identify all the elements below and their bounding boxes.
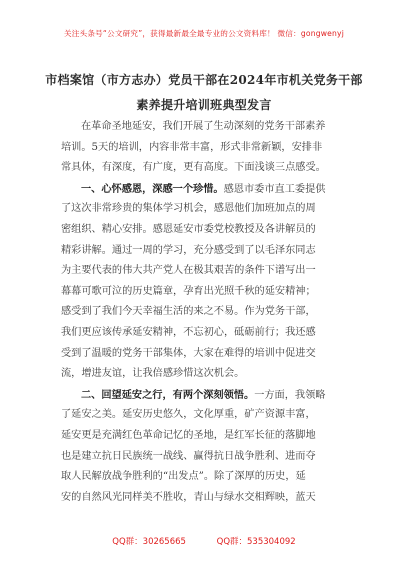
body-line: 流，增进友谊，让我倍感珍惜这次机会。 <box>61 368 245 380</box>
promo-banner: 关注头条号“公文研究”，获得最新最全最专业的公文资料库！ 微信：gongwenyj <box>63 29 345 38</box>
body-line: 安的自然风光同样美不胜收，青山与绿水交相辉映，蓝天 <box>61 491 316 503</box>
body-line: 幕幕可歌可泣的历史篇章，孕育出光照千秋的延安精神； <box>61 285 316 297</box>
body-line: 受到了温暖的党务干部集体，大家在难得的培训中促进交 <box>61 347 316 359</box>
document-body <box>61 117 348 508</box>
body-line: 了延安之美。延安历史悠久，文化厚重，矿产资源丰富， <box>61 409 316 421</box>
body-line: 培训。5天的培训，内容非常丰富，形式非常新颖，安排非 <box>61 141 323 153</box>
body-line: 延安更是充满红色革命记忆的圣地，是红军长征的落脚地 <box>61 429 316 441</box>
body-line: 我们更应该传承延安精神，不忘初心，砥砺前行；我还感 <box>61 326 316 338</box>
body-text-run: 感恩市委市直工委提供 <box>223 183 326 195</box>
title-line-2: 素养提升培训班典型发言 <box>136 98 272 112</box>
body-line: 在革命圣地延安，我们开展了生动深刻的党务干部素养 <box>81 121 326 132</box>
section-heading-2: 二、回望延安之行，有两个深刻领悟。 <box>81 388 255 401</box>
body-line <box>61 385 348 406</box>
body-line: 了这次非常珍贵的集体学习机会，感恩他们加班加点的周 <box>61 203 316 215</box>
title-line-1: 市档案馆（市方志办）党员干部在2024年市机关党务干部 <box>45 73 363 87</box>
body-line: 常具体，有深度，有广度，更有高度。下面浅谈三点感受。 <box>61 162 326 174</box>
document-title <box>40 68 368 118</box>
body-line: 为主要代表的伟大共产党人在极其艰苦的条件下谱写出一 <box>61 265 316 277</box>
qq-group-2: QQ群：535304092 <box>216 537 296 547</box>
body-line <box>61 179 348 200</box>
section-heading-1: 一、心怀感恩，深感一个珍惜。 <box>81 182 224 195</box>
qq-group-1: QQ群：30265665 <box>112 537 186 547</box>
footer-contacts <box>0 535 408 547</box>
body-text-run: 一方面，我领略 <box>254 389 326 401</box>
body-line: 感受到了我们今天幸福生活的来之不易。作为党务干部， <box>61 306 316 318</box>
body-line: 精彩讲解。通过一周的学习，充分感受到了以毛泽东同志 <box>61 244 316 256</box>
body-line: 取人民解放战争胜利的“出发点”。除了深厚的历史，延 <box>61 471 306 483</box>
body-line: 密组织、精心安排。感恩延安市委党校教授及各讲解员的 <box>61 223 316 235</box>
body-line: 也是建立抗日民族统一战线、赢得抗日战争胜利、进而夺 <box>61 450 316 462</box>
